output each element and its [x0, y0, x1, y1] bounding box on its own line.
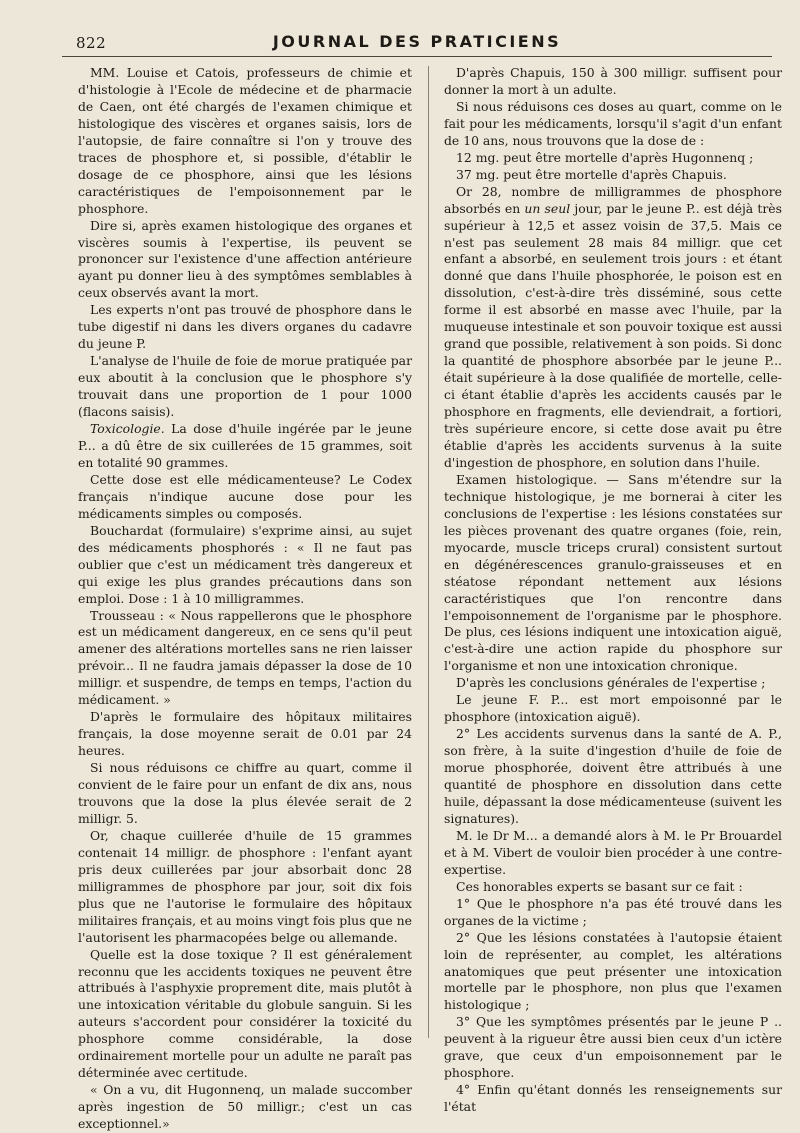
paragraph: Bouchardat (formulaire) s'exprime ainsi, au sujet des médicaments phosphorés : « Il ne faut pas oublier que c'est un médicament très dangereux et qui exige les plus grandes précautions dans son emploi. Dose : 1 à 10 milligrammes.: [78, 522, 412, 606]
paragraph: Or 28, nombre de milligrammes de phosphore absorbés en un seul jour, par le jeune P.. est déjà très supérieur à 12,5 et assez voisin de 37,5. Mais ce n'est pas seulement 28 mais 84 milligr. que cet enfant a absorbé, en seulement trois jours : et étant donné que dans l'huile phosphorée, le poison est en dissolution, c'est-à-dire très disséminé, sous cette forme il est absorbé en masse avec l'huile, par la muqueuse intestinale et son pouvoir toxique est aussi grand que possible, relativement à son poids. Si donc la quantité de phosphore absorbée par le jeune P... était supérieure à la dose qualifiée de mortelle, celle-ci étant établie d'après les accidents causés par le phosphore en fragments, elle deviendrait, a fortiori, très supérieure encore, si cette dose avait pu être établie d'après les accidents survenus à la suite d'ingestion de phosphore, en solution dans l'huile.: [444, 183, 782, 470]
paragraph: Ces honorables experts se basant sur ce fait :: [456, 878, 743, 894]
right-column: [444, 65, 782, 1116]
paragraph: Si nous réduisons ce chiffre au quart, comme il convient de le faire pour un enfant de dix ans, nous trouvons que la dose la plus élevée serait de 2 milligr. 5.: [78, 760, 412, 826]
journal-title: JOURNAL DES PRATICIENS: [272, 32, 562, 51]
left-column: [78, 65, 412, 1133]
paragraph: Si nous réduisons ces doses au quart, comme on le fait pour les médicaments, lorsqu'il s'agit d'un enfant de 10 ans, nous trouvons que la dose de :: [444, 98, 782, 148]
paragraph: Cette dose est elle médicamenteuse? Le Codex français n'indique aucune dose pour les médicaments simples ou composés.: [78, 471, 412, 521]
paragraph: Examen histologique. — Sans m'étendre sur la technique histologique, je me bornerai à citer les conclusions de l'expertise : les lésions constatées sur les pièces provenant des quatre organes (foie, rein, myocarde, muscle triceps crural) consistent surtout en dégénérescences granulo-graisseuses et en stéatose répondant nettement aux lésions caractéristiques que l'on rencontre dans l'empoisonnement de l'organisme par le phosphore. De plus, ces lésions indiquent une intoxication aiguë, c'est-à-dire une action rapide du phosphore sur l'organisme et non une intoxication chronique.: [444, 471, 782, 674]
paragraph: Le jeune F. P... est mort empoisonné par le phosphore (intoxication aiguë).: [444, 692, 782, 725]
paragraph: MM. Louise et Catois, professeurs de chimie et d'histologie à l'Ecole de médecine et de pharmacie de Caen, ont été chargés de l'examen chimique et histologique des viscères et organes saisis, lors de l'autopsie, de faire connaître si l'on y trouve des traces de phosphore et, si possible, d'établir le dosage de ce phosphore, ainsi que les lésions caractéristiques de l'empoisonnement par le phosphore.: [78, 65, 412, 216]
paragraph: 4° Enfin qu'étant donnés les renseignements sur l'état: [444, 1082, 782, 1115]
paragraph: 1° Que le phosphore n'a pas été trouvé dans les organes de la victime ;: [444, 895, 782, 928]
paragraph: « On a vu, dit Hugonnenq, un malade succomber après ingestion de 50 milligr.; c'est un cas exceptionnel.»: [78, 1082, 412, 1132]
page-number: 822: [76, 34, 107, 52]
page-header: [62, 30, 772, 57]
paragraph: 2° Que les lésions constatées à l'autopsie étaient loin de représenter, au complet, les altérations anatomiques que peut présenter une intoxication mortelle par le phosphore, non plus que l'examen histologique ;: [444, 929, 782, 1013]
paragraph: M. le Dr M... a demandé alors à M. le Pr Brouardel et à M. Vibert de vouloir bien procéder à une contre-expertise.: [444, 827, 782, 877]
paragraph: D'après le formulaire des hôpitaux militaires français, la dose moyenne serait de 0.01 par 24 heures.: [78, 709, 412, 759]
paragraph: L'analyse de l'huile de foie de morue pratiquée par eux aboutit à la conclusion que le phosphore s'y trouvait dans une proportion de 1 pour 1000 (flacons saisis).: [78, 353, 412, 420]
paragraph: 2° Les accidents survenus dans la santé de A. P., son frère, à la suite d'ingestion d'huile de foie de morue phosphorée, doivent être attribués à une quantité de phosphore en dissolution dans cette huile, dépassant la dose médicamenteuse (suivent les signatures).: [444, 726, 782, 826]
paragraph: 12 mg. peut être mortelle d'après Hugonnenq ;: [456, 149, 754, 165]
paragraph: 37 mg. peut être mortelle d'après Chapuis.: [456, 166, 727, 182]
paragraph: Dire si, après examen histologique des organes et viscères soumis à l'expertise, ils peuvent se prononcer sur l'existence d'une affection antérieure ayant pu donner lieu à des symptômes semblables à ceux observés avant la mort.: [78, 217, 412, 301]
paragraph: Trousseau : « Nous rappellerons que le phosphore est un médicament dangereux, en ce sens qu'il peut amener des altérations mortelles sans ne rien laisser prévoir... Il ne faudra jamais dépasser la dose de 10 milligr. et suspendre, de temps en temps, l'action du médicament. »: [78, 607, 412, 708]
paragraph: 3° Que les symptômes présentés par le jeune P .. peuvent à la rigueur être aussi bien ceux d'un ictère grave, que ceux d'un empoisonnement par le phosphore.: [444, 1014, 782, 1081]
paragraph: Quelle est la dose toxique ? Il est généralement reconnu que les accidents toxiques ne peuvent être attribués à l'asphyxie proprement dite, mais plutôt à une intoxication véritable du globule sanguin. Si les auteurs s'accordent pour considérer la toxicité du phosphore comme considérable, la dose ordinairement mortelle pour un adulte ne paraît pas déterminée avec certitude.: [78, 946, 412, 1081]
paragraph: D'après les conclusions générales de l'expertise ;: [456, 675, 766, 691]
paragraph: Les experts n'ont pas trouvé de phosphore dans le tube digestif ni dans les divers organes du cadavre du jeune P.: [78, 302, 412, 352]
column-separator: [428, 66, 429, 1038]
paragraph: D'après Chapuis, 150 à 300 milligr. suffisent pour donner la mort à un adulte.: [444, 65, 782, 97]
paragraph: Toxicologie. La dose d'huile ingérée par le jeune P... a dû être de six cuillerées de 15 grammes, soit en totalité 90 grammes.: [78, 421, 412, 470]
paragraph: Or, chaque cuillerée d'huile de 15 grammes contenait 14 milligr. de phosphore : l'enfant ayant pris deux cuillerées par jour absorbait donc 28 milligrammes de phosphore par jour, soit dix fois plus que ne l'autorise le formulaire des hôpitaux militaires français, et au moins vingt fois plus que ne l'autorisent les pharmacopées belge ou allemande.: [78, 827, 412, 945]
